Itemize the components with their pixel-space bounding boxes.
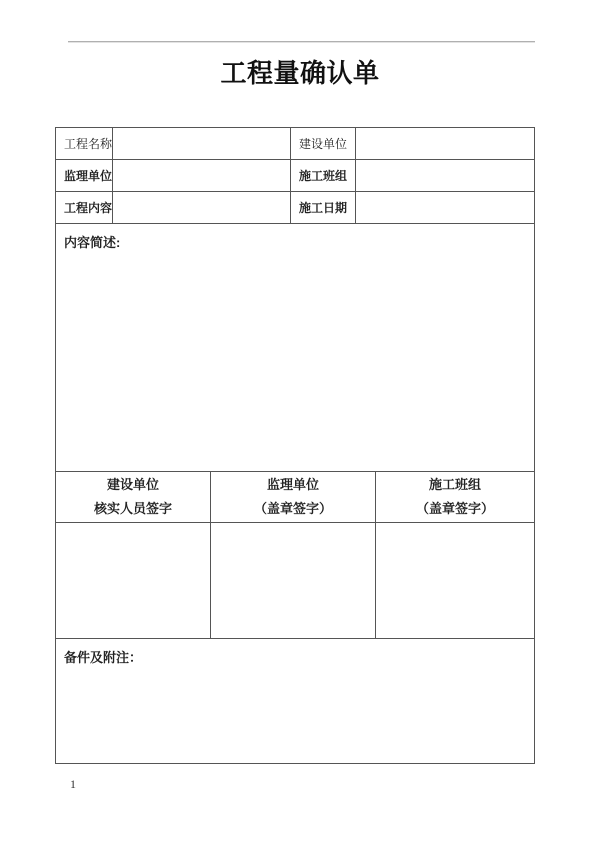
sig-header-construction-team [376,472,534,522]
supervision-unit-label: 监理单位 [64,169,113,183]
page-number: 1 [70,777,76,791]
sig-header-supervision-unit-line1: 监理单位 [266,477,319,492]
notes-label: 备件及附注： [64,650,143,665]
signature-empty-row [56,523,534,639]
notes-cell[interactable] [56,639,534,765]
sig-area-construction-unit[interactable] [56,523,211,638]
construction-date-value-cell[interactable] [356,192,534,223]
document-title: 工程量确认单 [220,59,380,88]
sig-header-construction-team-line1: 施工班组 [428,477,481,492]
construction-unit-label: 建设单位 [299,137,348,151]
sig-header-construction-unit [56,472,211,522]
project-name-label: 工程名称 [64,137,113,151]
project-name-label-cell [56,128,113,159]
content-summary-label: 内容简述: [64,235,121,250]
content-summary-cell[interactable] [56,224,534,472]
project-name-value-cell[interactable] [113,128,291,159]
construction-date-label-cell [291,192,356,223]
form-table [55,127,535,764]
signature-header-row [56,472,534,523]
project-content-label: 工程内容 [64,201,113,215]
construction-unit-label-cell [291,128,356,159]
project-content-value-cell[interactable] [113,192,291,223]
sig-area-supervision-unit[interactable] [211,523,376,638]
construction-team-value-cell[interactable] [356,160,534,191]
sig-header-construction-unit-line2: 核实人员签字 [93,501,172,516]
info-row-1 [56,128,534,160]
construction-unit-value-cell[interactable] [356,128,534,159]
construction-team-label: 施工班组 [299,169,348,183]
supervision-unit-label-cell [56,160,113,191]
header-rule [68,41,535,43]
construction-team-label-cell [291,160,356,191]
info-row-2 [56,160,534,192]
sig-header-construction-unit-line1: 建设单位 [106,477,159,492]
construction-date-label: 施工日期 [299,201,348,215]
project-content-label-cell [56,192,113,223]
sig-header-supervision-unit-line2: （盖章签字） [253,501,332,516]
sig-header-supervision-unit [211,472,376,522]
info-row-3 [56,192,534,224]
supervision-unit-value-cell[interactable] [113,160,291,191]
sig-area-construction-team[interactable] [376,523,534,638]
sig-header-construction-team-line2: （盖章签字） [415,501,494,516]
